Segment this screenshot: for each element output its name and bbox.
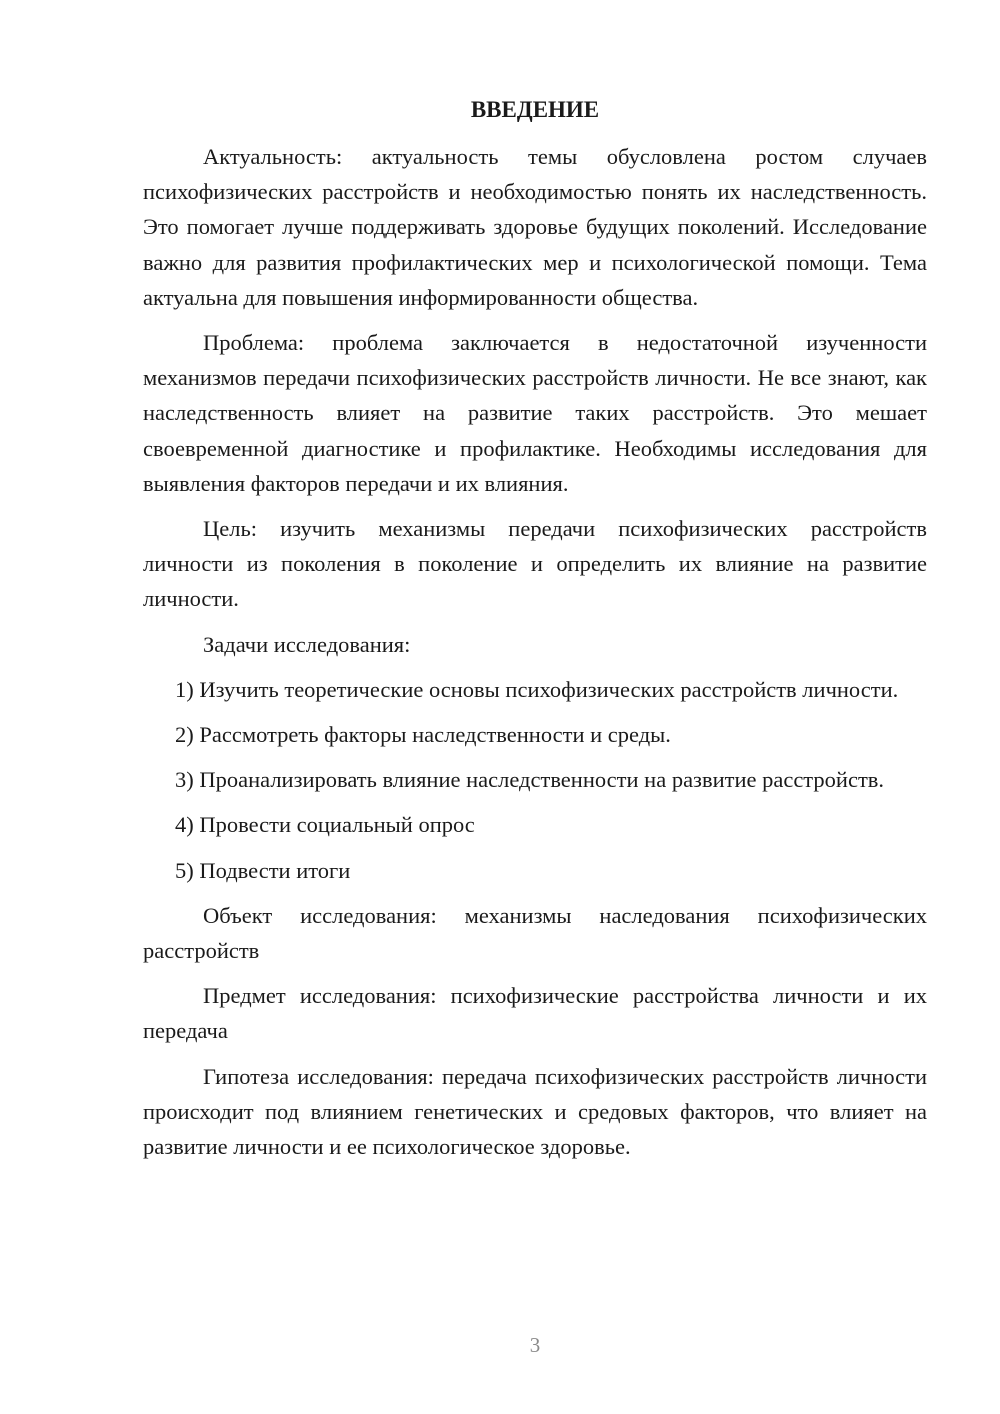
page-title: ВВЕДЕНИЕ	[470, 97, 600, 122]
tasks-heading: Задачи исследования:	[203, 631, 411, 657]
task-item: 5) Подвести итоги	[175, 857, 351, 883]
subject-paragraph: Предмет исследования: психофизические расстройства личности и их передача	[143, 983, 927, 1044]
document-page	[143, 92, 927, 1164]
task-item: 4) Провести социальный опрос	[175, 812, 475, 838]
problem-paragraph: Проблема: проблема заключается в недостаточной изученности механизмов передачи психофизических расстройств личности. Не все знают, как наследственность влияет на развитие таких расстройств. Это мешает своевременной диагностике и профилактике. Необходимы исследования для выявления факторов передачи и их влияния.	[143, 330, 927, 496]
goal-paragraph: Цель: изучить механизмы передачи психофизических расстройств личности из поколения в поколение и определить их влияние на развитие личности.	[143, 516, 927, 612]
task-item: 1) Изучить теоретические основы психофизических расстройств личности.	[175, 676, 899, 702]
hypothesis-paragraph: Гипотеза исследования: передача психофизических расстройств личности происходит под влиянием генетических и средовых факторов, что влияет на развитие личности и ее психологическое здоровье.	[143, 1063, 927, 1160]
relevance-paragraph: Актуальность: актуальность темы обусловлена ростом случаев психофизических расстройств и необходимостью понять их наследственность. Это помогает лучше поддерживать здоровье будущих поколений. Исследование важно для развития профилактических мер и психологической помощи. Тема актуальна для повышения информированности общества.	[143, 144, 927, 310]
task-item: 3) Проанализировать влияние наследственности на развитие расстройств.	[175, 767, 885, 793]
object-paragraph: Объект исследования: механизмы наследования психофизических расстройств	[143, 902, 927, 964]
task-item: 2) Рассмотреть факторы наследственности и среды.	[175, 722, 671, 748]
page-number: 3	[529, 1333, 541, 1357]
